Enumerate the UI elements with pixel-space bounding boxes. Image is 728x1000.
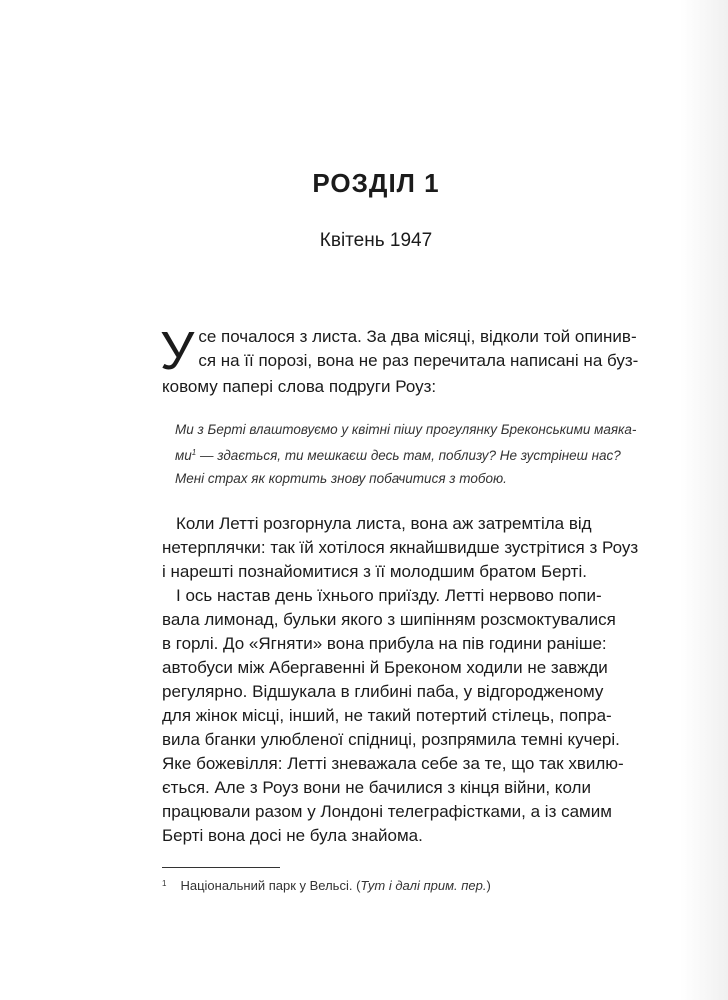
letter-line [175, 441, 621, 467]
paragraph-line: вила бганки улюбленої спідниці, розпрямила темні кучері. [162, 730, 620, 749]
paragraph-line: працювали разом у Лондоні телеграфістками, а із самим [162, 802, 612, 821]
paragraph-line: для жінок місці, інший, не такий потертий стілець, попра- [162, 706, 612, 725]
letter-text: ми [175, 448, 192, 463]
letter-text: — здається, ти мешкаєш десь там, поблизу? Не зустрінеш нас? [196, 448, 621, 463]
letter-quote [175, 418, 637, 490]
body-paragraph [162, 512, 639, 848]
footnote-emphasis: Тут і далі прим. пер. [360, 878, 487, 893]
footnote-text: Національний парк у Вельсі. ( [180, 878, 361, 893]
paragraph-line: вала лимонад, бульки якого з шипінням розсмоктувалися [162, 610, 616, 629]
footnote-text-end: ) [486, 878, 491, 893]
paragraph-line: і нарешті познайомитися з її молодшим братом Берті. [162, 562, 587, 581]
footnote-marker: 1 [162, 879, 167, 888]
paragraph-line: ковому папері слова подруги Роуз: [162, 377, 437, 396]
paragraph-line: автобуси між Абергавенні й Бреконом ходили не завжди [162, 658, 608, 677]
paragraph-line: в горлі. До «Ягняти» вона прибула на пів години раніше: [162, 634, 607, 653]
paragraph-line: се почалося з листа. За два місяці, відколи той опинив- [198, 327, 637, 346]
footnote-divider [162, 867, 280, 868]
paragraph-line: І ось настав день їхнього приїзду. Летті нервово попи- [176, 586, 602, 605]
page-edge-shadow [680, 0, 728, 1000]
footnote-ref[interactable]: 1 [191, 448, 197, 457]
paragraph-line: ється. Але з Роуз вони не бачилися з кінця війни, коли [162, 778, 591, 797]
paragraph-line: Берті вона досі не була знайома. [162, 826, 423, 845]
paragraph-line: нетерплячки: так їй хотілося якнайшвидше зустрітися з Роуз [162, 538, 639, 557]
paragraph-line: Яке божевілля: Летті зневажала себе за те, що так хвилю- [162, 754, 624, 773]
footnote [162, 878, 491, 893]
opening-paragraph [160, 321, 639, 399]
paragraph-line: ся на її порозі, вона не раз перечитала написані на буз- [198, 351, 639, 370]
letter-line: Ми з Берті влаштовуємо у квітні пішу прогулянку Бреконськими маяка- [175, 422, 637, 437]
letter-line: Мені страх як кортить знову побачитися з тобою. [175, 471, 507, 486]
paragraph-line: регулярно. Відшукала в глибині паба, у відгородженому [162, 682, 604, 701]
chapter-subtitle: Квітень 1947 [319, 230, 433, 251]
paragraph-line: Коли Летті розгорнула листа, вона аж затремтіла від [176, 514, 592, 533]
drop-cap: У [160, 321, 195, 381]
chapter-title: РОЗДІЛ 1 [312, 168, 440, 198]
